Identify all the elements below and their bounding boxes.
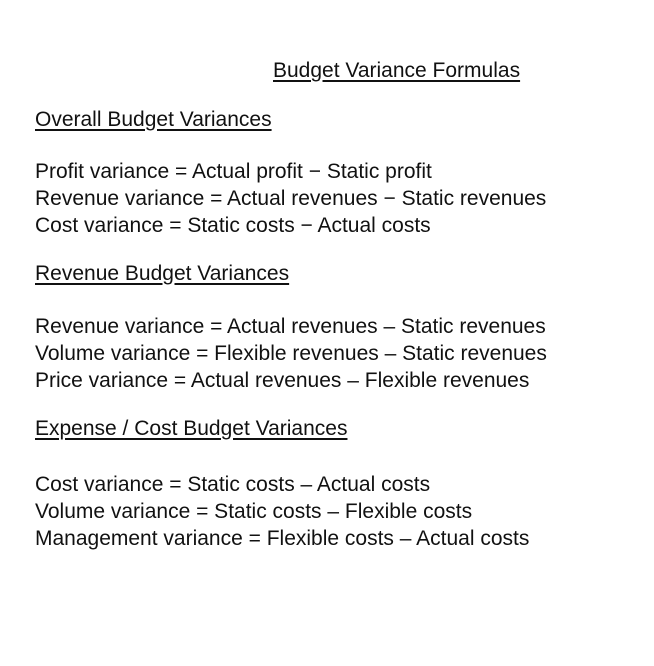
section-heading: Expense / Cost Budget Variances [35,417,348,440]
formula-cost-variance: Cost variance = Static costs − Actual costs [35,214,431,237]
expense-cost-budget-variances-section [35,417,635,552]
formula-profit-variance: Profit variance = Actual profit − Static profit [35,160,432,183]
section-heading: Overall Budget Variances [35,108,272,131]
section-heading: Revenue Budget Variances [35,262,290,285]
formula-list [35,471,635,552]
formula-volume-variance: Volume variance = Static costs – Flexible costs [35,500,473,523]
formula-management-variance: Management variance = Flexible costs – Actual costs [35,527,530,550]
formula-list [35,313,635,394]
page-title: Budget Variance Formulas [273,59,521,82]
overall-budget-variances-section [35,108,635,239]
formula-revenue-variance: Revenue variance = Actual revenues – Static revenues [35,315,546,338]
revenue-budget-variances-section [35,262,635,394]
formula-volume-variance: Volume variance = Flexible revenues – Static revenues [35,342,547,365]
formula-cost-variance: Cost variance = Static costs – Actual costs [35,473,431,496]
formula-revenue-variance: Revenue variance = Actual revenues − Static revenues [35,187,547,210]
formula-price-variance: Price variance = Actual revenues – Flexible revenues [35,369,530,392]
formula-list [35,158,635,239]
